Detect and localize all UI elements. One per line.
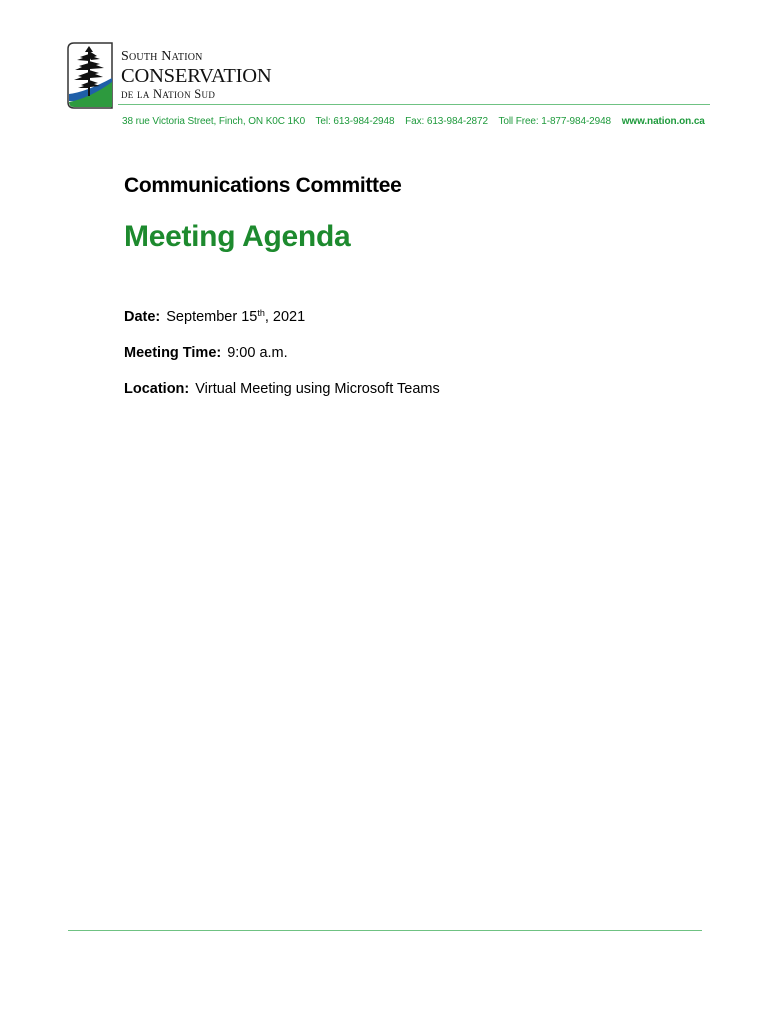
contact-line <box>122 116 705 127</box>
date-field <box>124 309 305 325</box>
contact-fax: Fax: 613-984-2872 <box>405 116 488 127</box>
location-label: Location: <box>124 381 190 397</box>
location-field <box>124 381 440 397</box>
footer-divider <box>68 930 702 931</box>
contact-address: 38 rue Victoria Street, Finch, ON K0C 1K0 <box>122 116 306 127</box>
committee-heading: Communications Committee <box>124 174 402 197</box>
location-value: Virtual Meeting using Microsoft Teams <box>195 381 440 397</box>
logo-line-conservation: CONSERVATION <box>121 65 272 87</box>
date-value-main: September 15 <box>166 309 258 325</box>
date-value-suffix: th <box>257 308 265 318</box>
contact-tel: Tel: 613-984-2948 <box>315 116 395 127</box>
logo-mark <box>66 42 114 109</box>
header-divider <box>118 104 710 105</box>
meeting-time-label: Meeting Time: <box>124 345 222 361</box>
logo-line-nation-sud: de la Nation Sud <box>121 86 216 101</box>
contact-tollfree: Toll Free: 1-877-984-2948 <box>498 116 612 127</box>
page-title: Meeting Agenda <box>124 220 351 253</box>
logo-line-south-nation: South Nation <box>121 49 203 64</box>
meeting-time-value: 9:00 a.m. <box>227 345 288 361</box>
date-value-year: , 2021 <box>264 309 306 325</box>
logo-wordmark <box>121 50 272 100</box>
date-label: Date: <box>124 309 161 325</box>
website-link[interactable]: www.nation.on.ca <box>621 116 705 127</box>
meeting-time-field <box>124 345 288 361</box>
pine-tree-logo-icon <box>66 42 114 109</box>
